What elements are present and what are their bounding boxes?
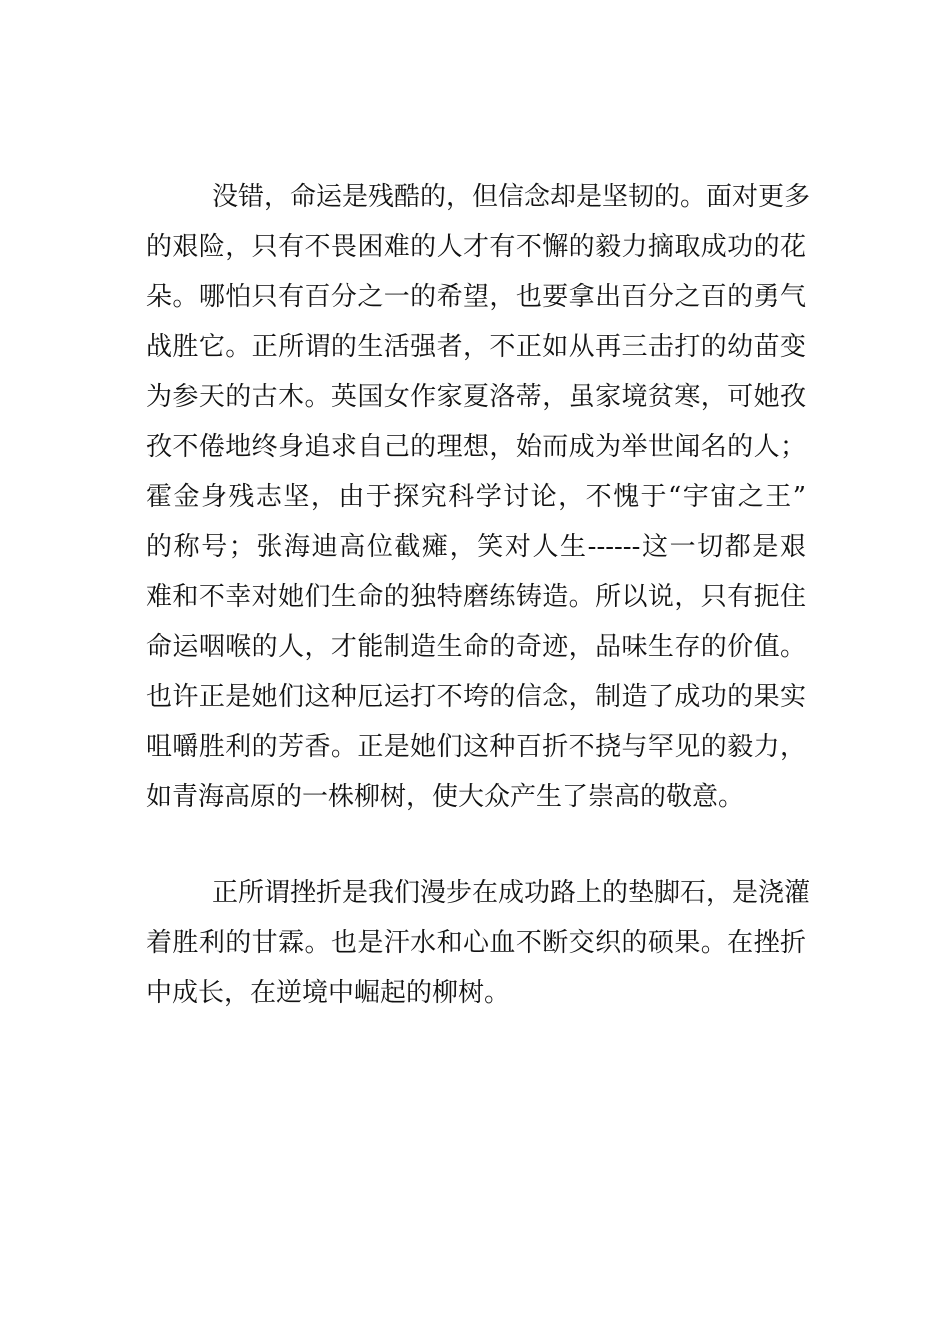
text-line: 中成长，在逆境中崛起的柳树。 (146, 978, 511, 1008)
text-line: 着胜利的甘霖。也是汗水和心血不断交织的硕果。在挫折 (146, 928, 806, 958)
text-line: 战胜它。正所谓的生活强者，不正如从再三击打的幼苗变 (146, 332, 806, 362)
text-line: 的称号；张海迪高位截瘫，笑对人生------这一切都是艰 (146, 532, 806, 562)
paragraph-1 (146, 172, 811, 822)
text-line: 没错，命运是残酷的，但信念却是坚韧的。面对更多 (212, 182, 811, 212)
text-line: 命运咽喉的人，才能制造生命的奇迹，品味生存的价值。 (146, 632, 806, 662)
text-line: 也许正是她们这种厄运打不垮的信念，制造了成功的果实 (146, 682, 806, 712)
text-line: 咀嚼胜利的芳香。正是她们这种百折不挠与罕见的毅力， (146, 732, 806, 762)
text-line: 霍金身残志坚，由于探究科学讨论，不愧于“宇宙之王” (146, 482, 806, 512)
text-line: 的艰险，只有不畏困难的人才有不懈的毅力摘取成功的花 (146, 232, 806, 262)
text-line: 正所谓挫折是我们漫步在成功路上的垫脚石，是浇灌 (212, 878, 811, 908)
text-line: 为参天的古木。英国女作家夏洛蒂，虽家境贫寒，可她孜 (146, 382, 806, 412)
paragraph-2 (146, 868, 811, 1018)
text-line: 孜不倦地终身追求自己的理想，始而成为举世闻名的人； (146, 432, 806, 462)
text-line: 难和不幸对她们生命的独特磨练铸造。所以说，只有扼住 (146, 582, 806, 612)
text-line: 朵。哪怕只有百分之一的希望，也要拿出百分之百的勇气 (146, 282, 806, 312)
text-line: 如青海高原的一株柳树，使大众产生了崇高的敬意。 (146, 782, 745, 812)
